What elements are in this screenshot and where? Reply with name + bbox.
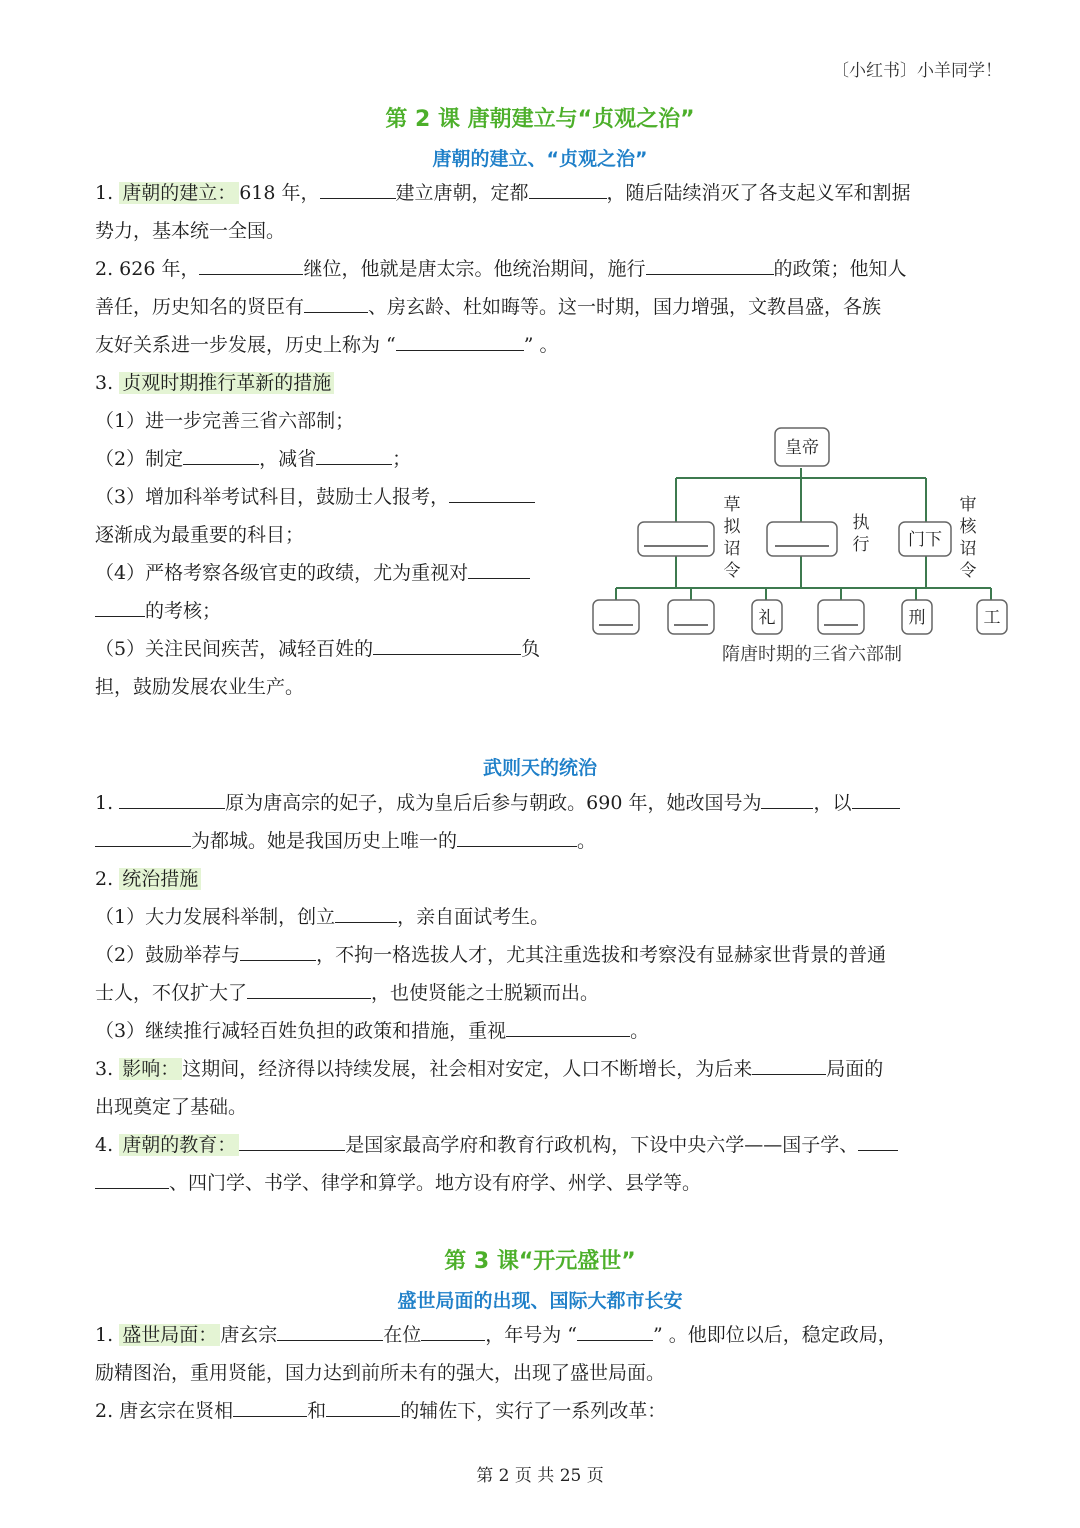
lesson-3-title: 第 3 课“开元盛世” [444,1249,636,1274]
rites-label: 礼 [758,608,776,628]
para-measures-heading: 2. 统治措施 [95,866,201,892]
reform-item-4-cont: 的考核； [95,598,221,624]
para-line: 势力，基本统一全国。 [95,220,286,242]
svg-text:诏: 诏 [723,539,741,559]
section-prosperity-title: 盛世局面的出现、国际大都市长安 [397,1290,683,1312]
highlight-label: 盛世局面： [119,1324,220,1346]
measure-item-2-cont: 士人，不仅扩大了 ，也使贤能之士脱颖而出。 [95,982,600,1004]
para-line: 为都城。她是我国历史上唯一的 。 [95,828,596,854]
department-of-state-box [767,522,837,556]
svg-text:草: 草 [723,495,741,515]
highlight-label: 贞观时期推行革新的措施 [119,372,334,394]
para-reforms-xuanzong: 2. 唐玄宗在贤相 和 的辅佐下，实行了一系列改革： [95,1400,667,1422]
para-taizong: 2. 626 年， 继位，他就是唐太宗。他统治期间，施行 的政策；他知人 [95,258,907,280]
page-footer: 第 2 页 共 25 页 [476,1466,604,1486]
highlight-label: 影响： [119,1058,182,1080]
section-wu-zetian-title: 武则天的统治 [482,757,597,779]
highlight-label: 统治措施 [119,868,201,890]
reform-item-2: （2）制定 ，减省 ； [95,448,412,470]
ministry-box [593,600,639,634]
para-line: 、四门学、书学、律学和算学。地方设有府学、州学、县学等。 [95,1170,701,1196]
svg-text:拟: 拟 [723,517,741,537]
highlight-label: 唐朝的建立： [119,182,239,204]
ministry-box [818,600,864,634]
reform-item-3-cont: 逐渐成为最重要的科目； [95,524,305,546]
reform-item-1: （1）进一步完善三省六部制； [95,410,355,432]
chancellery-label: 门下 [908,530,942,550]
para-impact: 3. 影响： 这期间，经济得以持续发展，社会相对安定，人口不断增长，为后来 局面的 [95,1058,884,1080]
para-line: 励精图治，重用贤能，国力达到前所未有的强大，出现了盛世局面。 [95,1362,666,1384]
emperor-label: 皇帝 [785,438,819,458]
para-prosperity: 1. 盛世局面： 唐玄宗 在位 ，年号为 “ ” 。他即位以后，稳定政局， [95,1324,897,1346]
svg-text:诏: 诏 [959,539,977,559]
svg-text:令: 令 [959,561,977,581]
header-note: 〔小红书〕小羊同学！ [832,61,1002,81]
svg-text:执: 执 [852,513,870,533]
three-departments-six-ministries-diagram [586,420,1026,670]
svg-text:审: 审 [959,495,977,515]
secretariat-box [638,522,714,556]
measure-item-2: （2）鼓励举荐与 ，不拘一格选拔人才，尤其注重选拔和考察没有显赫家世背景的普通 [95,944,887,966]
reform-item-5-cont: 担，鼓励发展农业生产。 [95,676,305,698]
svg-text:核: 核 [959,517,977,537]
para-line: 善任，历史知名的贤臣有 、房玄龄、杜如晦等。这一时期，国力增强，文教昌盛，各族 [95,296,882,318]
reform-item-5: （5）关注民间疾苦，减轻百姓的 负 [95,638,541,660]
para-tang-founding: 1. 唐朝的建立： 618 年， 建立唐朝，定都 ，随后陆续消灭了各支起义军和割据 [95,182,911,204]
para-wu-zetian: 1. 原为唐高宗的妃子，成为皇后后参与朝政。690 年，她改国号为 ，以 [95,790,900,816]
diagram-caption: 隋唐时期的三省六部制 [722,644,902,665]
section-tang-founding-title: 唐朝的建立、“贞观之治” [432,148,648,170]
svg-text:令: 令 [723,561,741,581]
ministry-box [668,600,714,634]
measure-item-3: （3）继续推行减轻百姓负担的政策和措施，重视 。 [95,1020,650,1042]
works-label: 工 [983,608,1001,628]
para-line: 友好关系进一步发展，历史上称为 “ ” 。 [95,334,559,356]
svg-text:行: 行 [852,535,870,555]
measure-item-1: （1）大力发展科举制，创立 ，亲自面试考生。 [95,906,550,928]
reform-item-4: （4）严格考察各级官吏的政绩，尤为重视对 [95,560,530,586]
reform-item-3: （3）增加科举考试科目，鼓励士人报考， [95,484,535,510]
para-education: 4. 唐朝的教育： 是国家最高学府和教育行政机构，下设中央六学——国子学、 [95,1132,898,1158]
highlight-label: 唐朝的教育： [119,1134,239,1156]
lesson-2-title: 第 2 课 唐朝建立与“贞观之治” [385,107,695,132]
para-reforms-heading: 3. 贞观时期推行革新的措施 [95,370,334,396]
para-line: 出现奠定了基础。 [95,1096,248,1118]
justice-label: 刑 [908,608,926,628]
